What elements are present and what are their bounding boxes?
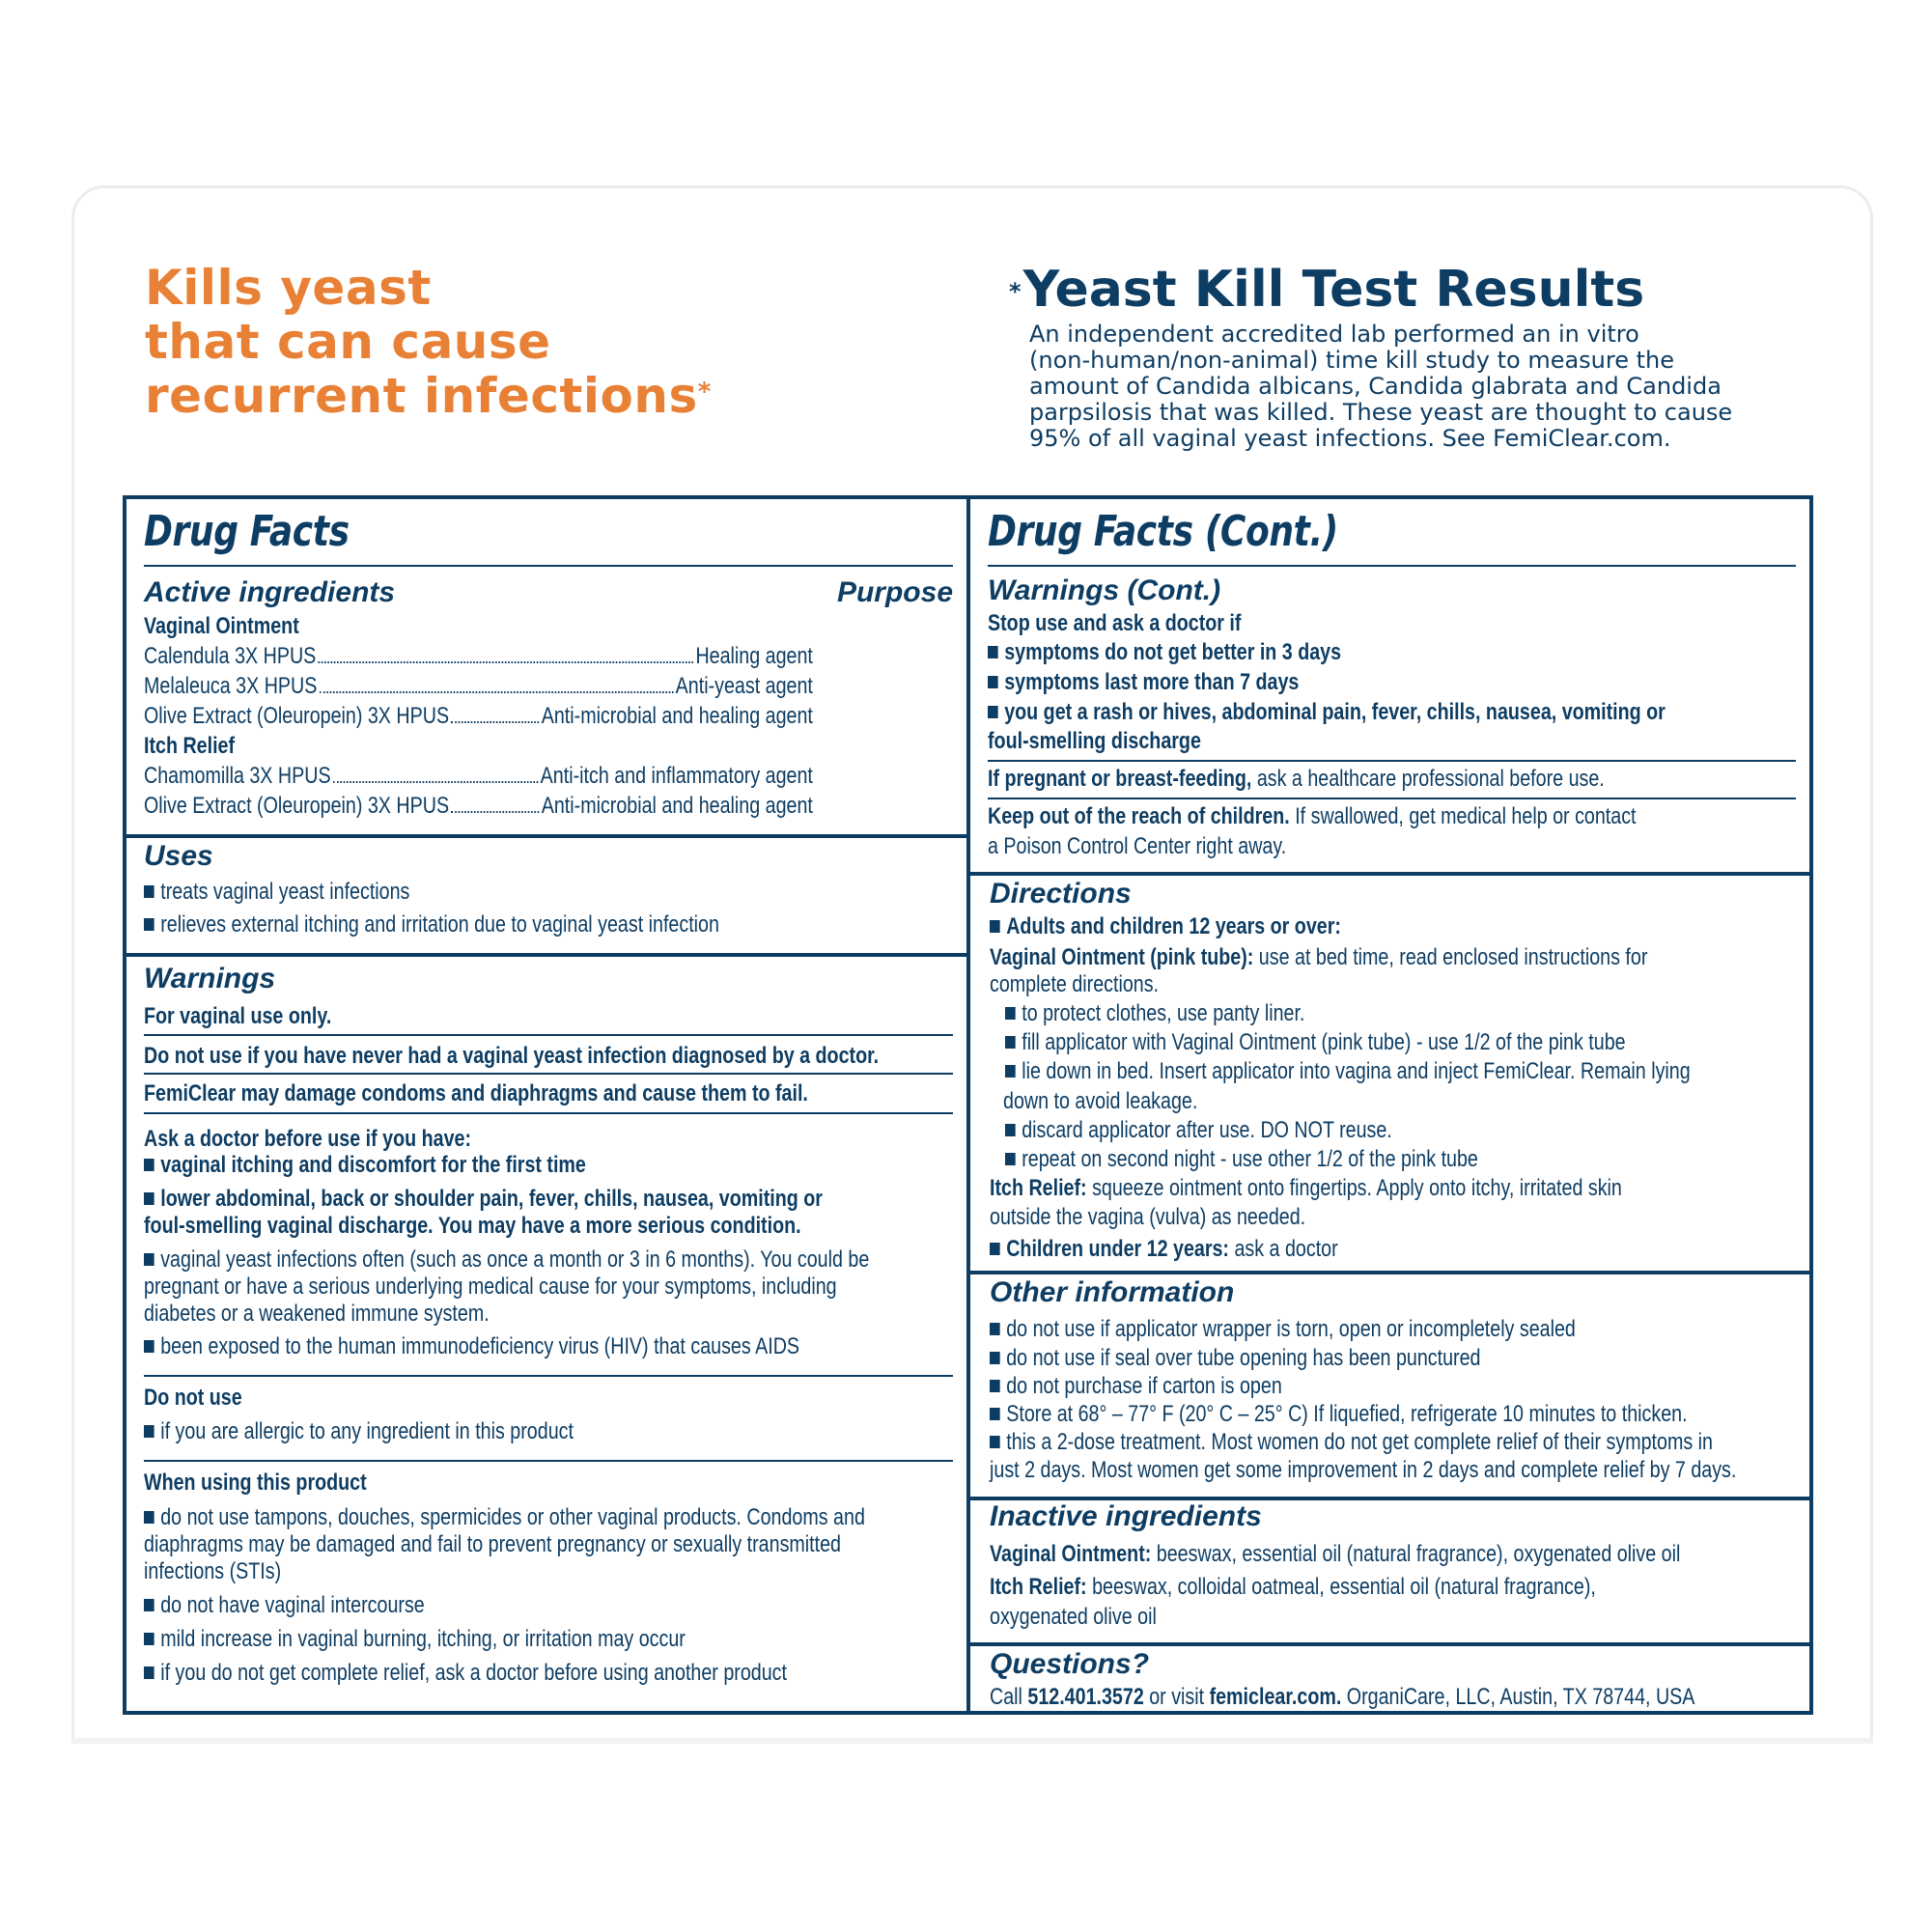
ingredient-row: Chamomilla 3X HPUS Anti-itch and inflammatory agent [144, 763, 813, 789]
bullet-item: relieves external itching and irritation due to vaginal yeast infection [144, 910, 719, 938]
when-using-heading: When using this product [144, 1470, 367, 1496]
divider [988, 798, 1796, 799]
bullet-item-cont: diabetes or a weakened immune system. [144, 1301, 490, 1327]
ingredient-row: Olive Extract (Oleuropein) 3X HPUS Anti-microbial and healing agent [144, 703, 813, 729]
bullet-item: lower abdominal, back or shoulder pain, fever, chills, nausea, vomiting or [144, 1185, 823, 1213]
other-information-heading: Other information [990, 1276, 1235, 1308]
divider [144, 565, 953, 567]
children-warning-cont: a Poison Control Center right away. [988, 833, 1287, 859]
other-information-section [970, 1271, 1809, 1500]
questions-heading: Questions? [990, 1648, 1150, 1680]
bullet-item: this a 2-dose treatment. Most women do not get complete relief of their symptoms in [990, 1428, 1713, 1456]
children-warning: Keep out of the reach of children. If swallowed, get medical help or contact [988, 803, 1637, 829]
bullet-item-cont: down to avoid leakage. [1003, 1088, 1198, 1114]
ingredient-row: Calendula 3X HPUS Healing agent [144, 643, 813, 669]
group-heading: Vaginal Ointment [144, 613, 299, 639]
warnings-section [126, 953, 966, 1719]
bullet-item: mild increase in vaginal burning, itching, or irritation may occur [144, 1625, 686, 1653]
bullet-item: symptoms last more than 7 days [988, 668, 1299, 696]
bullet-item-cont: foul-smelling vaginal discharge. You may have a more serious condition. [144, 1213, 801, 1239]
bullet-item: lie down in bed. Insert applicator into vagina and inject FemiClear. Remain lying [1005, 1057, 1691, 1085]
results-line: amount of Candida albicans, Candida glabrata and Candida [1029, 373, 1722, 400]
warnings-heading: Warnings [144, 963, 276, 994]
results-title: *Yeast Kill Test Results [1009, 261, 1645, 319]
bullet-item: Children under 12 years: ask a doctor [990, 1235, 1338, 1263]
divider [144, 1112, 953, 1114]
asterisk: * [697, 378, 712, 406]
ask-doctor-heading: Ask a doctor before use if you have: [144, 1126, 472, 1152]
ingredient-row: Olive Extract (Oleuropein) 3X HPUS Anti-microbial and healing agent [144, 793, 813, 819]
results-line: 95% of all vaginal yeast infections. See FemiClear.com. [1029, 425, 1671, 452]
warning-text: Do not use if you have never had a vaginal yeast infection diagnosed by a doctor. [144, 1043, 880, 1069]
contact-text: Call 512.401.3572 or visit femiclear.com. OrganiCare, LLC, Austin, TX 78744, USA [990, 1684, 1695, 1710]
inactive-ingredients-section [970, 1497, 1809, 1646]
active-ingredients-heading: Active ingredients [144, 576, 396, 608]
questions-section [970, 1642, 1809, 1719]
bullet-item-cont: diaphragms may be damaged and fail to prevent pregnancy or sexually transmitted [144, 1531, 842, 1557]
divider [144, 1375, 953, 1377]
drug-facts-panel [123, 495, 970, 1715]
phone-number: 512.401.3572 [1027, 1684, 1144, 1710]
group-heading: Itch Relief [144, 733, 236, 759]
divider [988, 760, 1796, 762]
direction-text: Itch Relief: squeeze ointment onto fingertips. Apply onto itchy, irritated skin [990, 1175, 1622, 1201]
results-line: An independent accredited lab performed an in vitro [1029, 321, 1639, 348]
bullet-item: if you do not get complete relief, ask a doctor before using another product [144, 1659, 787, 1687]
do-not-use-heading: Do not use [144, 1385, 242, 1411]
divider [988, 565, 1796, 567]
active-ingredients-section [126, 499, 966, 838]
bullet-item: discard applicator after use. DO NOT reuse. [1005, 1116, 1392, 1144]
bullet-item: vaginal itching and discomfort for the first time [144, 1151, 586, 1179]
bullet-item: vaginal yeast infections often (such as once a month or 3 in 6 months). You could be [144, 1246, 869, 1274]
uses-section [126, 834, 966, 957]
inactive-ingredients-heading: Inactive ingredients [990, 1500, 1262, 1532]
bullet-item: do not use if applicator wrapper is torn, open or incompletely sealed [990, 1315, 1576, 1343]
divider [144, 1073, 953, 1075]
bullet-item: symptoms do not get better in 3 days [988, 638, 1341, 666]
headline-line: Kills yeast [145, 260, 432, 316]
bullet-item-cont: infections (STIs) [144, 1558, 282, 1584]
bullet-item-cont: pregnant or have a serious underlying medical cause for your symptoms, including [144, 1274, 837, 1300]
direction-text-cont: complete directions. [990, 971, 1160, 997]
directions-heading: Directions [990, 878, 1132, 910]
warning-text: FemiClear may damage condoms and diaphragms and cause them to fail. [144, 1080, 808, 1106]
ingredient-row: Melaleuca 3X HPUS Anti-yeast agent [144, 673, 813, 699]
directions-section [970, 872, 1809, 1274]
warnings-cont-section [970, 499, 1809, 876]
uses-heading: Uses [144, 840, 213, 872]
bullet-item-cont: foul-smelling discharge [988, 728, 1201, 754]
results-line: (non-human/non-animal) time kill study to measure the [1029, 347, 1675, 374]
drug-facts-title: Drug Facts [144, 507, 350, 556]
stop-use-heading: Stop use and ask a doctor if [988, 610, 1242, 636]
bullet-item: treats vaginal yeast infections [144, 878, 409, 906]
divider [144, 1460, 953, 1462]
drug-facts-cont-panel [966, 495, 1813, 1715]
results-line: parpsilosis that was killed. These yeast are thought to cause [1029, 399, 1733, 426]
inactive-text: Itch Relief: beeswax, colloidal oatmeal, essential oil (natural fragrance), [990, 1574, 1596, 1600]
bullet-item: repeat on second night - use other 1/2 of the pink tube [1005, 1145, 1478, 1173]
bullet-item: do not use if seal over tube opening has been punctured [990, 1344, 1480, 1372]
panel-shadow [71, 1738, 1873, 1744]
bullet-item: do not have vaginal intercourse [144, 1591, 425, 1619]
pregnancy-warning: If pregnant or breast-feeding, ask a healthcare professional before use. [988, 766, 1605, 792]
direction-text-cont: outside the vagina (vulva) as needed. [990, 1204, 1306, 1230]
bullet-item: do not purchase if carton is open [990, 1372, 1282, 1400]
drug-facts-cont-title: Drug Facts (Cont.) [988, 507, 1338, 556]
bullet-item: you get a rash or hives, abdominal pain, fever, chills, nausea, vomiting or [988, 698, 1666, 726]
bullet-item: Adults and children 12 years or over: [990, 912, 1341, 940]
website-link: femiclear.com. [1209, 1684, 1342, 1710]
inactive-text-cont: oxygenated olive oil [990, 1604, 1157, 1630]
bullet-item: if you are allergic to any ingredient in this product [144, 1417, 574, 1445]
orange-headline [145, 261, 712, 423]
direction-text: Vaginal Ointment (pink tube): use at bed time, read enclosed instructions for [990, 944, 1648, 970]
bullet-item-cont: just 2 days. Most women get some improvement in 2 days and complete relief by 7 days. [990, 1457, 1737, 1483]
bullet-item: Store at 68° – 77° F (20° C – 25° C) If liquefied, refrigerate 10 minutes to thicken. [990, 1400, 1688, 1428]
headline-line: recurrent infections* [145, 368, 712, 424]
results-body [1029, 322, 1802, 452]
warning-text: For vaginal use only. [144, 1003, 332, 1029]
asterisk: * [1009, 278, 1022, 305]
purpose-heading: Purpose [836, 576, 953, 608]
bullet-item: to protect clothes, use panty liner. [1005, 999, 1304, 1027]
bullet-item: fill applicator with Vaginal Ointment (pink tube) - use 1/2 of the pink tube [1005, 1028, 1626, 1056]
bullet-item: been exposed to the human immunodeficiency virus (HIV) that causes AIDS [144, 1332, 799, 1360]
inactive-text: Vaginal Ointment: beeswax, essential oil (natural fragrance), oxygenated olive oil [990, 1541, 1681, 1567]
bullet-item: do not use tampons, douches, spermicides or other vaginal products. Condoms and [144, 1503, 865, 1531]
warnings-cont-heading: Warnings (Cont.) [988, 574, 1221, 606]
headline-line: that can cause [145, 314, 551, 370]
divider [144, 1034, 953, 1036]
